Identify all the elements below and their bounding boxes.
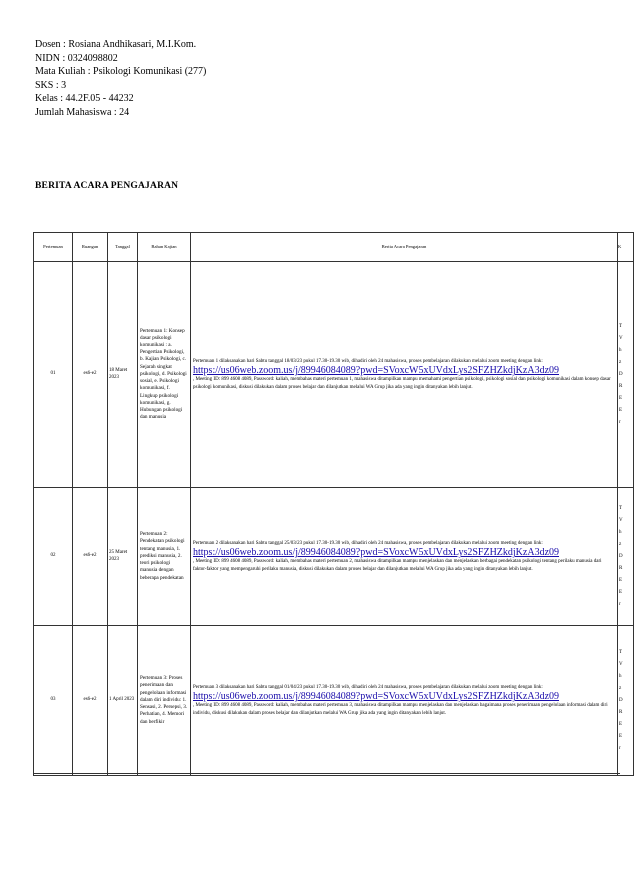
lecturer-nidn: NIDN : 0324098802 xyxy=(35,52,118,64)
extra-char: T xyxy=(619,505,623,511)
row-extra xyxy=(618,626,634,776)
extra-char: r xyxy=(619,601,621,607)
report-outro: , Meeting ID: 899 4608 4089, Password: kaliah, membahas materi pertemuan 2, mahasiswa ditampilkan mampu menjelaskan dan menjelaskan berbagai pendekatan psikologi tentang perilaku manusia dari faktor-faktor yang mempengaruhi perilaku manusia, diskusi dilakukan dalam proses belajar dan dilanjutkan melalui WA Grup jika ada yang ingin ditanyakan lebih lanjut. xyxy=(193,559,602,572)
table-row xyxy=(34,262,634,488)
row-berita-acara xyxy=(191,488,618,626)
header-ruangan: Ruangan xyxy=(73,233,108,262)
extra-char: r xyxy=(619,419,621,425)
extra-char: E xyxy=(619,395,623,401)
extra-char: r xyxy=(619,745,621,751)
table-bottom-rule xyxy=(33,773,620,774)
class-code: Kelas : 44.2F.05 - 44232 xyxy=(35,93,134,104)
row-ruangan: es6-e2 xyxy=(73,488,108,626)
header-bahan-kajian: Bahan Kajian xyxy=(138,233,191,262)
extra-char: R xyxy=(619,383,623,389)
lecturer-name: Dosen : Rosiana Andhikasari, M.I.Kom. xyxy=(35,39,197,50)
extra-char: E xyxy=(619,407,623,413)
table-row xyxy=(34,626,634,776)
extra-char: R xyxy=(619,709,623,715)
extra-char: h xyxy=(619,529,622,535)
row-berita-acara xyxy=(191,626,618,776)
extra-char: z xyxy=(619,541,622,547)
table-header-row xyxy=(34,233,634,262)
zoom-link[interactable]: https://us06web.zoom.us/j/89946084089?pwd=SVoxcW5xUVdxLys2SFZHZkdjKzA3dz09 xyxy=(193,691,560,703)
row-extra xyxy=(618,262,634,488)
row-ruangan: es6-e2 xyxy=(73,626,108,776)
extra-char: D xyxy=(619,371,623,377)
row-ruangan: es6-e2 xyxy=(73,262,108,488)
zoom-link[interactable]: https://us06web.zoom.us/j/89946084089?pwd=SVoxcW5xUVdxLys2SFZHZkdjKzA3dz09 xyxy=(193,365,560,377)
row-tanggal: 25 Maret 2023 xyxy=(108,488,138,626)
extra-char: E xyxy=(619,577,623,583)
extra-char: E xyxy=(619,733,623,739)
header-pertemuan: Pertemuan xyxy=(34,233,73,262)
section-title: BERITA ACARA PENGAJARAN xyxy=(35,181,179,191)
row-pertemuan: 03 xyxy=(34,626,73,776)
row-extra xyxy=(618,488,634,626)
extra-char: h xyxy=(619,347,622,353)
report-intro: Pertemuan 2 dilaksanakan hari Sabtu tanggal 25/03/23 pukul 17.30-19.30 wib, dihadiri oleh 24 mahasiswa, proses pembelajaran dilakukan melalui zoom meeting dengan link: xyxy=(193,541,543,547)
row-pertemuan: 01 xyxy=(34,262,73,488)
report-intro: Pertemuan 3 dilaksanakan hari Sabtu tanggal 01/04/23 pukul 17.30-19.30 wib, dihadiri oleh 24 mahasiswa, proses pembelajaran dilakukan melalui zoom meeting dengan link: xyxy=(193,685,543,691)
extra-char: T xyxy=(619,649,623,655)
header-tanggal: Tanggal xyxy=(108,233,138,262)
extra-char: E xyxy=(619,721,623,727)
zoom-link[interactable]: https://us06web.zoom.us/j/89946084089?pwd=SVoxcW5xUVdxLys2SFZHZkdjKzA3dz09 xyxy=(193,547,560,559)
row-pertemuan: 02 xyxy=(34,488,73,626)
student-count: Jumlah Mahasiswa : 24 xyxy=(35,106,130,118)
extra-char: R xyxy=(619,565,623,571)
course-name: Mata Kuliah : Psikologi Komunikasi (277) xyxy=(35,66,207,77)
teaching-report-table xyxy=(33,232,634,776)
extra-char: z xyxy=(619,685,622,691)
table-row xyxy=(34,488,634,626)
extra-char: V xyxy=(619,335,623,341)
extra-char: D xyxy=(619,553,623,559)
row-tanggal: 1 April 2023 xyxy=(108,626,138,776)
course-sks: SKS : 3 xyxy=(35,79,67,91)
extra-char: z xyxy=(619,359,622,365)
report-outro: , Meeting ID: 899 4608 4089, Password: kaliah, membahas materi pertemuan 1, mahasiswa ditampilkan mampu memahami pengertian psikologi, psikologi sosial dan psikologi komunikasi dalam konsep dasar psikologi komunikasi, diskusi dilakukan dalam proses belajar dan dilanjutkan melalui WA Grup jika ada yang ingin ditanyakan lebih lanjut. xyxy=(193,377,611,390)
extra-char: T xyxy=(619,323,623,329)
row-bahan-kajian: Pertemuan 1: Konsep dasar psikologi komunikasi : a. Pengertian Psikologi, b. Kajian Psikologi, c. Sejarah singkat psikologi, d. Psikologi sosial, e. Psikologi komunikasi, f. Lingkup psikologi komunikasi, g. Hubungan psikologi dan manusia xyxy=(138,262,191,488)
row-tanggal: 18 Maret 2023 xyxy=(108,262,138,488)
extra-char: V xyxy=(619,661,623,667)
lecturer-info xyxy=(35,38,206,119)
header-extra: K xyxy=(618,233,634,262)
teaching-report-table-wrapper xyxy=(33,232,623,774)
extra-char: V xyxy=(619,517,623,523)
row-bahan-kajian: Pertemuan 3: Proses penerimaan dan pengelolaan informasi dalam diri individu: 1. Sensasi, 2. Persepsi, 3. Perhatian, 4. Memori dan berfikir xyxy=(138,626,191,776)
header-berita-acara: Berita Acara Pengajaran xyxy=(191,233,618,262)
report-intro: Pertemuan 1 dilaksanakan hari Sabtu tanggal 18/03/23 pukul 17.30-19.30 wib, dihadiri oleh 24 mahasiswa, proses pembelajaran dilakukan melalui zoom meeting dengan link: xyxy=(193,359,543,365)
report-outro: , Meeting ID: 899 4608 4089, Password: kaliah, membahas materi pertemuan 3, mahasiswa ditampilkan mampu menjelaskan dan menjelaskan bagaimana proses penerimaan pengelolaan informasi dalam diri individu, diskusi dilakukan dalam proses belajar dan dilanjutkan melalui WA Grup jika ada yang ingin ditanyakan lebih lanjut. xyxy=(193,703,608,716)
extra-char: E xyxy=(619,589,623,595)
extra-char: h xyxy=(619,673,622,679)
extra-char: D xyxy=(619,697,623,703)
row-bahan-kajian: Pertemuan 2: Pendekatan psikologi tentang manusia, 1. prediksi manusia, 2. teori psikologi manusia dengan beberapa pendekatan xyxy=(138,488,191,626)
row-berita-acara xyxy=(191,262,618,488)
